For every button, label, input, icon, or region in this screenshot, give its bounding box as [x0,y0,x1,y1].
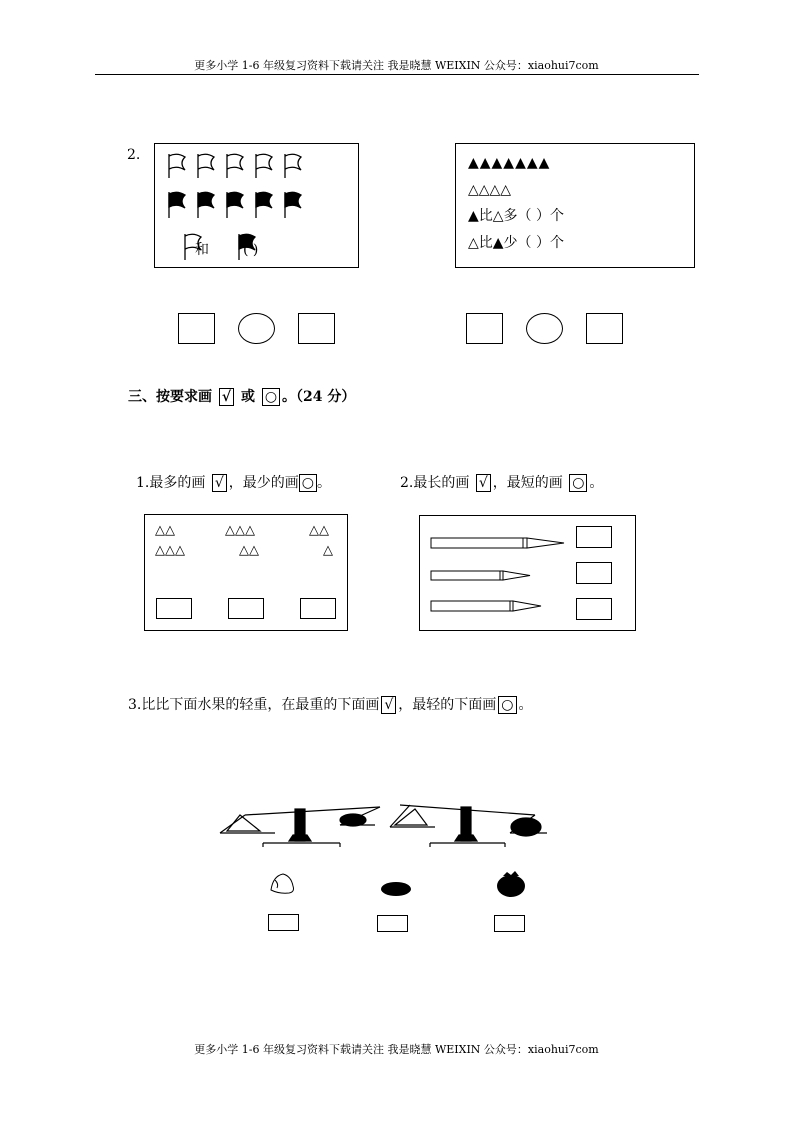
problem-1-prompt [136,474,331,492]
triangle-group: △△△ [155,543,185,558]
problem-2-prompt [400,474,603,492]
triangle-groups-box [144,514,348,631]
answer-box[interactable] [377,915,408,932]
problem-1-prefix: 1.最多的画 [136,475,206,491]
question-number: 2. [127,147,141,163]
problem-3-prefix: 3.比比下面水果的轻重，在最重的下面画 [128,697,380,713]
hollow-triangles-row: △△△△ [468,182,512,198]
problem-3-prompt [128,696,533,714]
answer-circle[interactable] [526,313,563,344]
circle-symbol: ○ [498,696,516,714]
circle-symbol: ○ [569,474,587,492]
answer-box[interactable] [268,914,299,931]
filled-flags-row [169,192,301,218]
triangle-group: △△△ [225,523,255,538]
triangle-group: △△ [239,543,259,558]
answer-box[interactable] [298,313,335,344]
flags-answer-paren: ( ) [243,242,259,258]
circle-symbol: ○ [262,388,280,406]
circle-symbol: ○ [299,474,317,492]
light-fruit-icon [271,874,294,893]
problem-1-middle: ，最少的画 [228,475,299,491]
medium-pencil-icon [431,601,541,611]
check-mark-symbol: √ [476,474,491,492]
section-title-or: 或 [240,389,255,405]
long-pencil-icon [431,538,564,548]
triangle-group: △ [323,543,333,558]
check-mark-symbol: √ [219,388,234,406]
triangle-group: △△ [309,523,329,538]
section-three-title [128,388,355,406]
problem-3-suffix: 。 [518,697,533,713]
flags-and-label: 和 [195,242,209,258]
section-title-prefix: 三、按要求画 [128,389,212,405]
problem-2-suffix: 。 [589,475,604,491]
fruits-figure [265,868,535,903]
answer-box[interactable] [178,313,215,344]
medium-fruit-icon [381,882,411,896]
answer-box[interactable] [576,598,612,620]
answer-box[interactable] [300,598,336,619]
pencils-box [419,515,636,631]
section-title-suffix: 。（24 分） [282,389,356,405]
flags-box [154,143,359,268]
filled-triangles-row: ▲▲▲▲▲▲▲ [468,155,551,171]
check-mark-symbol: √ [212,474,227,492]
short-pencil-icon [431,571,530,580]
triangles-box [455,143,695,268]
heavy-fruit-icon [497,871,525,897]
balance-scales-figure [215,795,555,855]
answer-box[interactable] [576,562,612,584]
compare-less-line: △比▲少（ ）个 [468,235,564,251]
page-footer: 更多小学 1-6 年级复习资料下载请关注 我是晓慧 WEIXIN 公众号：xiaohui7com [194,1043,599,1056]
problem-1-suffix: 。 [316,475,331,491]
triangle-group: △△ [155,523,175,538]
answer-box[interactable] [156,598,192,619]
answer-box[interactable] [494,915,525,932]
header-rule [95,74,699,75]
problem-2-middle: ，最短的画 [492,475,563,491]
pencils-figure [428,532,568,617]
compare-more-line: ▲比△多（ ）个 [468,208,564,224]
problem-3-middle: ，最轻的下面画 [398,697,497,713]
left-balance-scale-icon [220,807,380,847]
answer-box[interactable] [228,598,264,619]
right-balance-scale-icon [390,805,547,847]
answer-box[interactable] [466,313,503,344]
page-header: 更多小学 1-6 年级复习资料下载请关注 我是晓慧 WEIXIN 公众号：xiaohui7com [194,59,599,72]
hollow-flags-row [169,154,301,178]
problem-2-prefix: 2.最长的画 [400,475,470,491]
answer-box[interactable] [576,526,612,548]
answer-box[interactable] [586,313,623,344]
answer-circle[interactable] [238,313,275,344]
check-mark-symbol: √ [381,696,396,714]
